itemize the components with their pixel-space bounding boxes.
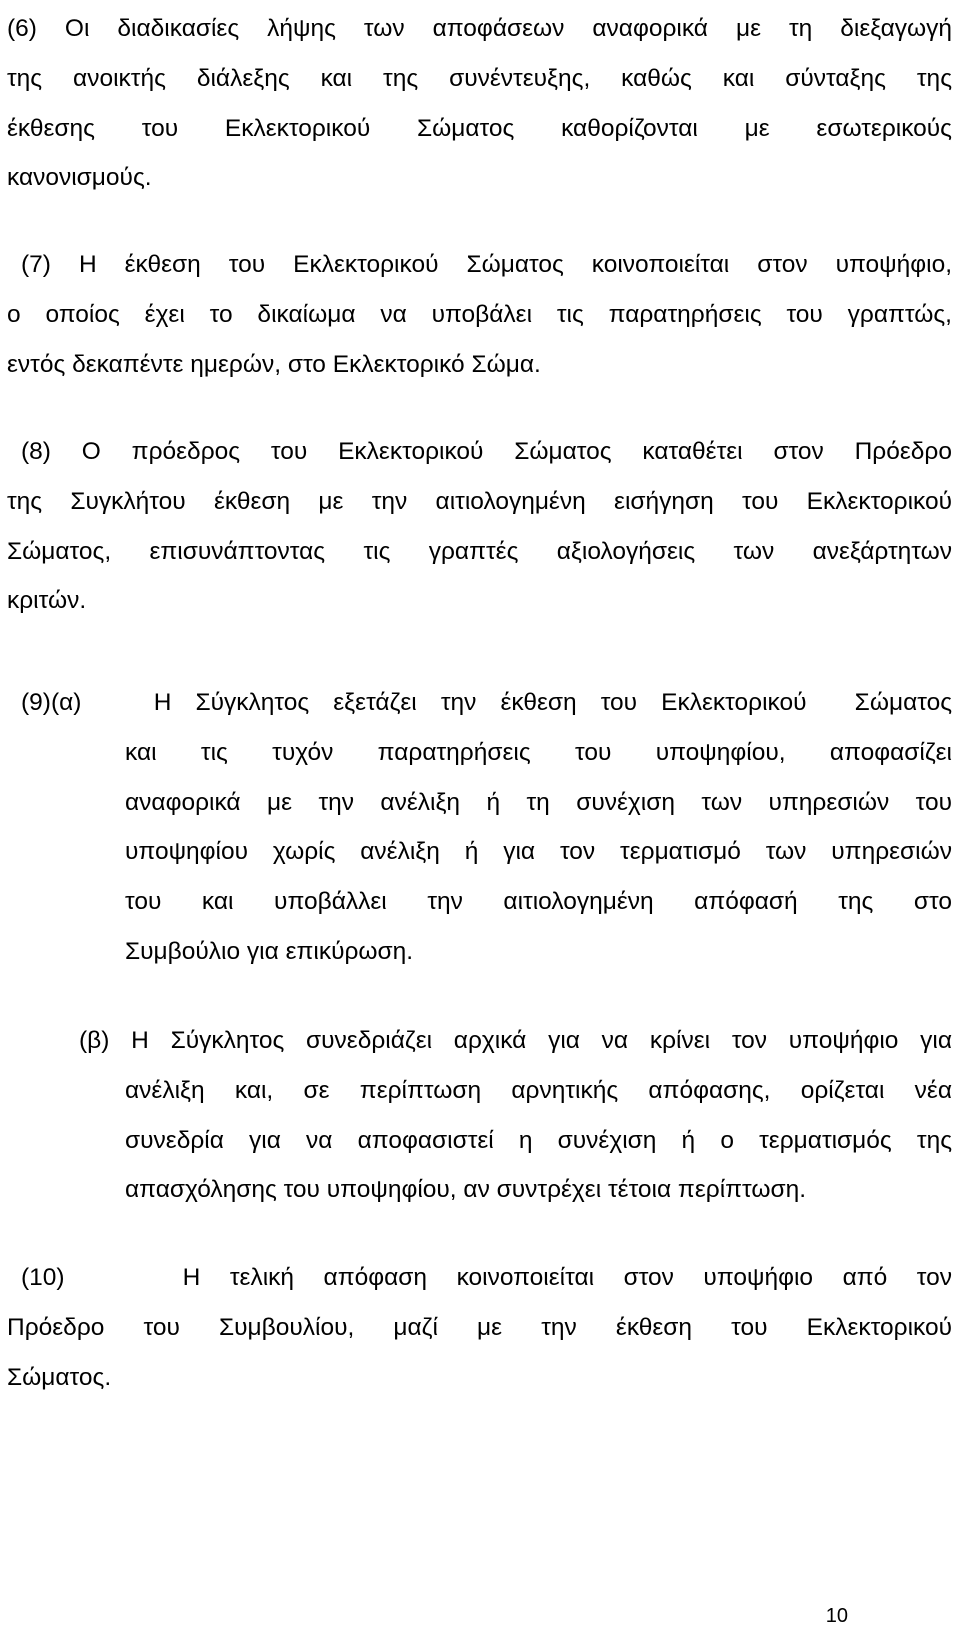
paragraph-line: (10) Η τελική απόφαση κοινοποιείται στον υποψήφιο από τον xyxy=(21,1264,952,1291)
paragraph-line: της Συγκλήτου έκθεση με την αιτιολογημένη εισήγηση του Εκλεκτορικού xyxy=(7,487,952,515)
paragraph-line: (β) Η Σύγκλητος συνεδριάζει αρχικά για να κρίνει τον υποψήφιο για xyxy=(79,1027,952,1054)
paragraph-line: (7) Η έκθεση του Εκλεκτορικού Σώματος κοινοποιείται στον υποψήφιο, xyxy=(21,251,952,278)
paragraph-line: υποψηφίου χωρίς ανέλιξη ή για τον τερματισμό των υπηρεσιών xyxy=(125,838,952,866)
paragraph-line: κριτών. xyxy=(7,587,87,615)
paragraph-7 xyxy=(7,240,952,389)
paragraph-line: και τις τυχόν παρατηρήσεις του υποψηφίου, αποφασίζει xyxy=(125,738,952,766)
paragraph-line: της ανοικτής διάλεξης και της συνέντευξης, καθώς και σύνταξης της xyxy=(7,64,952,92)
paragraph-line: έκθεσης του Εκλεκτορικού Σώματος καθορίζονται με εσωτερικούς xyxy=(7,114,952,142)
paragraph-line: ο οποίος έχει το δικαίωμα να υποβάλει τις παρατηρήσεις του γραπτώς, xyxy=(7,300,952,328)
paragraph-line: Σώματος. xyxy=(7,1363,112,1391)
paragraph-10 xyxy=(7,1253,952,1402)
paragraph-line: απασχόλησης του υποψηφίου, αν συντρέχει τέτοια περίπτωση. xyxy=(125,1176,807,1204)
paragraph-9a xyxy=(7,678,952,977)
paragraph-line: (8) Ο πρόεδρος του Εκλεκτορικού Σώματος καταθέτει στον Πρόεδρο xyxy=(21,438,952,465)
paragraph-line: Συμβούλιο για επικύρωση. xyxy=(125,937,414,965)
paragraph-line: συνεδρία για να αποφασιστεί η συνέχιση ή ο τερματισμός της xyxy=(125,1126,952,1154)
paragraph-line: ανέλιξη και, σε περίπτωση αρνητικής απόφασης, ορίζεται νέα xyxy=(125,1076,952,1104)
paragraph-line: Σώματος, επισυνάπτοντας τις γραπτές αξιολογήσεις των ανεξάρτητων xyxy=(7,537,952,565)
paragraph-8 xyxy=(7,427,952,626)
paragraph-6 xyxy=(7,4,952,203)
paragraph-line: αναφορικά με την ανέλιξη ή τη συνέχιση των υπηρεσιών του xyxy=(125,788,952,816)
page-number: 10 xyxy=(825,1605,848,1627)
paragraph-line: (6) Οι διαδικασίες λήψης των αποφάσεων αναφορικά με τη διεξαγωγή xyxy=(7,15,952,42)
paragraph-line: του και υποβάλλει την αιτιολογημένη απόφασή της στο xyxy=(125,888,952,916)
paragraph-line: εντός δεκαπέντε ημερών, στο Εκλεκτορικό Σώμα. xyxy=(7,350,541,378)
paragraph-line: Πρόεδρο του Συμβουλίου, μαζί με την έκθεση του Εκλεκτορικού xyxy=(7,1313,952,1341)
paragraph-line: (9)(α) Η Σύγκλητος εξετάζει την έκθεση του Εκλεκτορικού Σώματος xyxy=(21,689,952,716)
paragraph-line: κανονισμούς. xyxy=(7,164,152,192)
paragraph-9b xyxy=(7,1016,952,1215)
